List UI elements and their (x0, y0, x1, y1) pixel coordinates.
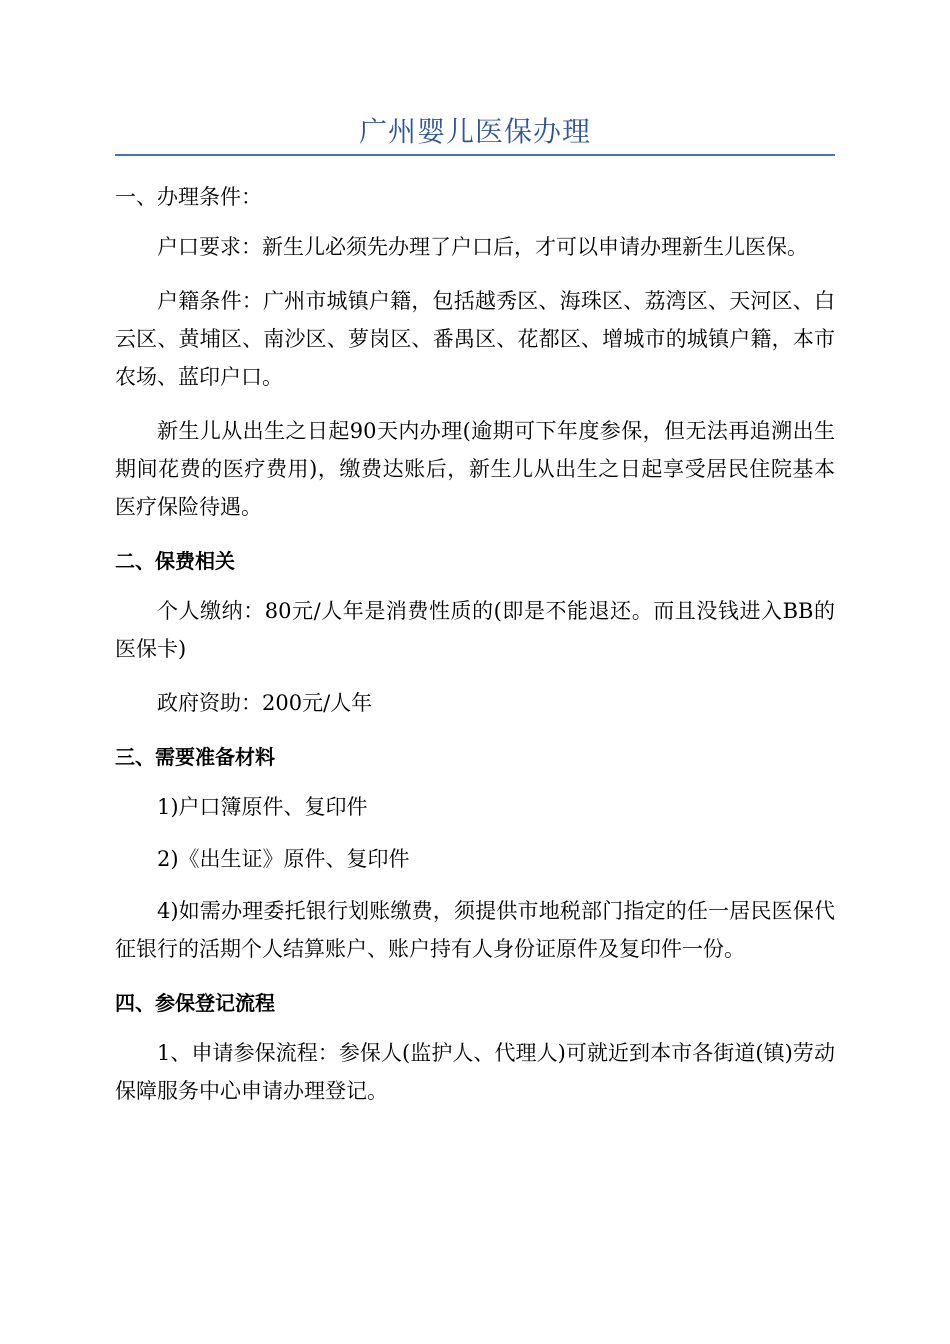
section-heading: 二、保费相关 (115, 549, 235, 573)
document-page (115, 110, 835, 1126)
section-heading: 三、需要准备材料 (115, 745, 275, 769)
section-heading: 一、办理条件： (115, 185, 262, 209)
section-heading: 四、参保登记流程 (115, 991, 275, 1015)
title-underline (115, 154, 835, 156)
paragraph: 1、申请参保流程：参保人(监护人、代理人)可就近到本市各街道(镇)劳动保障服务中心申请办理登记。 (115, 1041, 835, 1103)
list-item: 2)《出生证》原件、复印件 (157, 847, 410, 871)
paragraph: 新生儿从出生之日起90天内办理(逾期可下年度参保，但无法再追溯出生期间花费的医疗费用)，缴费达账后，新生儿从出生之日起享受居民住院基本医疗保险待遇。 (115, 419, 835, 519)
section-conditions (115, 178, 835, 526)
paragraph: 户籍条件：广州市城镇户籍，包括越秀区、海珠区、荔湾区、天河区、白云区、黄埔区、南沙区、萝岗区、番禺区、花都区、增城市的城镇户籍，本市农场、蓝印户口。 (115, 289, 835, 389)
section-registration (115, 984, 835, 1110)
section-fees (115, 542, 835, 722)
paragraph: 户口要求：新生儿必须先办理了户口后，才可以申请办理新生儿医保。 (157, 235, 808, 259)
list-item: 4)如需办理委托银行划账缴费，须提供市地税部门指定的任一居民医保代征银行的活期个人结算账户、账户持有人身份证原件及复印件一份。 (115, 899, 835, 961)
paragraph: 个人缴纳：80元/人年是消费性质的(即是不能退还。而且没钱进入BB的医保卡) (115, 599, 835, 661)
paragraph: 政府资助：200元/人年 (157, 691, 373, 715)
list-item: 1)户口簿原件、复印件 (157, 795, 368, 819)
document-title: 广州婴儿医保办理 (358, 115, 591, 148)
section-materials (115, 738, 835, 968)
